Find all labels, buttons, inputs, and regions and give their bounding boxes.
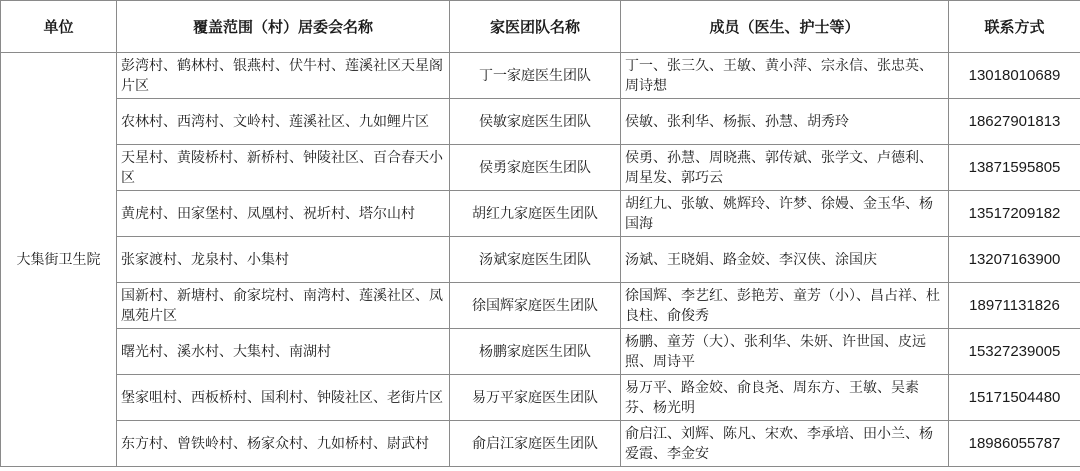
coverage-cell: 曙光村、溪水村、大集村、南湖村 <box>117 329 450 375</box>
team-cell: 徐国辉家庭医生团队 <box>450 283 621 329</box>
team-cell: 丁一家庭医生团队 <box>450 53 621 99</box>
phone-cell: 13517209182 <box>949 191 1080 237</box>
members-cell: 徐国辉、李艺红、彭艳芳、童芳（小）、昌占祥、杜良柱、俞俊秀 <box>621 283 949 329</box>
table-row <box>1 53 1080 99</box>
unit-name: 大集街卫生院 <box>1 53 117 467</box>
table-row <box>1 237 1080 283</box>
coverage-cell: 东方村、曾铁岭村、杨家众村、九如桥村、尉武村 <box>117 421 450 467</box>
table-row <box>1 329 1080 375</box>
team-cell: 侯勇家庭医生团队 <box>450 145 621 191</box>
members-cell: 易万平、路金姣、俞良尧、周东方、王敏、吴素芬、杨光明 <box>621 375 949 421</box>
members-cell: 杨鹏、童芳（大）、张利华、朱妍、许世国、皮远照、周诗平 <box>621 329 949 375</box>
coverage-cell: 农林村、西湾村、文岭村、莲溪社区、九如鲤片区 <box>117 99 450 145</box>
phone-cell: 13207163900 <box>949 237 1080 283</box>
phone-cell: 15327239005 <box>949 329 1080 375</box>
phone-cell: 15171504480 <box>949 375 1080 421</box>
team-cell: 杨鹏家庭医生团队 <box>450 329 621 375</box>
header-team: 家医团队名称 <box>450 1 621 53</box>
members-cell: 俞启江、刘辉、陈凡、宋欢、李承培、田小兰、杨爱霞、李金安 <box>621 421 949 467</box>
header-row <box>1 1 1080 53</box>
members-cell: 侯敏、张利华、杨振、孙慧、胡秀玲 <box>621 99 949 145</box>
header-members: 成员（医生、护士等） <box>621 1 949 53</box>
members-cell: 丁一、张三久、王敏、黄小萍、宗永信、张忠英、周诗想 <box>621 53 949 99</box>
coverage-cell: 天星村、黄陵桥村、新桥村、钟陵社区、百合春天小区 <box>117 145 450 191</box>
phone-cell: 18627901813 <box>949 99 1080 145</box>
phone-cell: 18971131826 <box>949 283 1080 329</box>
team-cell: 易万平家庭医生团队 <box>450 375 621 421</box>
team-cell: 汤斌家庭医生团队 <box>450 237 621 283</box>
team-cell: 胡红九家庭医生团队 <box>450 191 621 237</box>
header-contact: 联系方式 <box>949 1 1080 53</box>
coverage-cell: 国新村、新塘村、俞家垸村、南湾村、莲溪社区、凤凰苑片区 <box>117 283 450 329</box>
table-row <box>1 283 1080 329</box>
header-unit: 单位 <box>1 1 117 53</box>
phone-cell: 18986055787 <box>949 421 1080 467</box>
phone-cell: 13018010689 <box>949 53 1080 99</box>
team-cell: 侯敏家庭医生团队 <box>450 99 621 145</box>
table-row <box>1 99 1080 145</box>
table-row <box>1 191 1080 237</box>
phone-cell: 13871595805 <box>949 145 1080 191</box>
members-cell: 侯勇、孙慧、周晓燕、郭传斌、张学文、卢德利、周星发、郭巧云 <box>621 145 949 191</box>
table-row <box>1 145 1080 191</box>
header-coverage: 覆盖范围（村）居委会名称 <box>117 1 450 53</box>
team-cell: 俞启江家庭医生团队 <box>450 421 621 467</box>
coverage-cell: 彭湾村、鹤林村、银燕村、伏牛村、莲溪社区天星阁片区 <box>117 53 450 99</box>
coverage-cell: 黄虎村、田家堡村、凤凰村、祝圻村、塔尔山村 <box>117 191 450 237</box>
table-row <box>1 421 1080 467</box>
coverage-cell: 堡家咀村、西板桥村、国利村、钟陵社区、老街片区 <box>117 375 450 421</box>
coverage-cell: 张家渡村、龙泉村、小集村 <box>117 237 450 283</box>
table-row <box>1 375 1080 421</box>
members-cell: 汤斌、王晓娟、路金姣、李汉侠、涂国庆 <box>621 237 949 283</box>
members-cell: 胡红九、张敏、姚辉玲、许梦、徐嫚、金玉华、杨国海 <box>621 191 949 237</box>
